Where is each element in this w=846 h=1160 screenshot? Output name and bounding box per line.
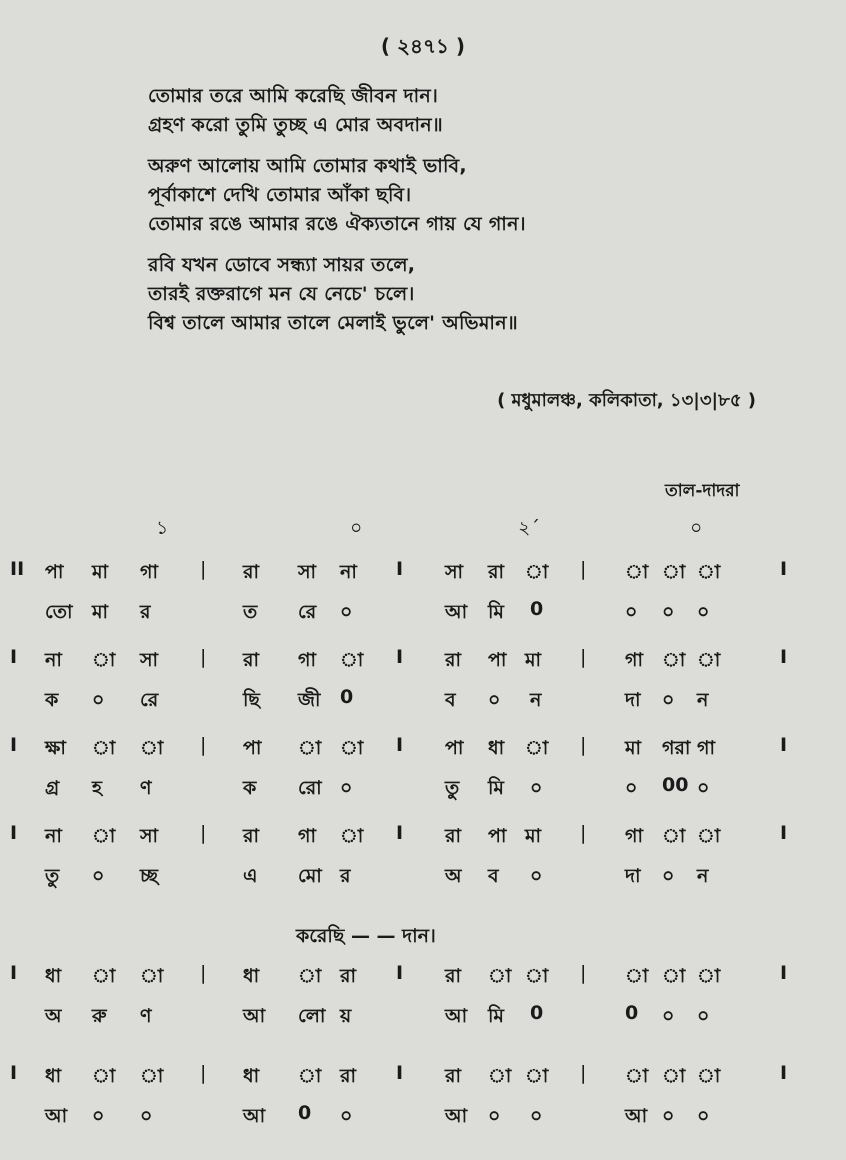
- citation: ( মধুমালঞ্চ, কলিকাতা, ১৩|৩|৮৫ ): [497, 390, 756, 411]
- lyric-syllable: আ: [445, 1105, 468, 1127]
- lyric-syllable: মি: [488, 601, 504, 623]
- bar-divider: |: [200, 962, 207, 984]
- lyric-syllable: 0: [298, 1102, 312, 1124]
- swara-note: মা: [92, 561, 109, 583]
- swara-note: া: [140, 737, 164, 759]
- swara-note: া: [488, 965, 512, 987]
- lyric-syllable: ন: [697, 865, 709, 887]
- bar-divider: I: [780, 734, 788, 756]
- lyric-syllable: তু: [445, 777, 460, 799]
- lyric-syllable: ০: [340, 777, 353, 799]
- swara-note: া: [92, 1065, 116, 1087]
- lyric-syllable: ০: [340, 1105, 353, 1127]
- lyric-syllable: ক: [45, 689, 59, 711]
- bar-divider: |: [200, 734, 207, 756]
- swara-note: া: [697, 649, 721, 671]
- lyric-syllable: ০: [92, 689, 105, 711]
- bar-divider: I: [780, 962, 788, 984]
- swara-note: না: [45, 649, 62, 671]
- bar-divider: |: [200, 1062, 207, 1084]
- swara-note: গা: [140, 561, 158, 583]
- lyric-syllable: ০: [625, 777, 638, 799]
- lyric-syllable: রু: [92, 1005, 107, 1027]
- stanza-3: [148, 251, 788, 338]
- lyric-syllable: ০: [488, 1105, 501, 1127]
- bar-divider: |: [200, 646, 207, 668]
- bar-divider: I: [780, 646, 788, 668]
- lyric-syllable: ০: [625, 601, 638, 623]
- refrain-line: করেছি — — দান।: [296, 925, 436, 947]
- bar-divider: |: [580, 1062, 587, 1084]
- bar-divider: |: [200, 822, 207, 844]
- lyric-syllable: মি: [488, 1005, 504, 1027]
- poem: [148, 82, 788, 350]
- swara-note: া: [625, 561, 649, 583]
- lyric-syllable: ণ: [140, 1005, 152, 1027]
- lyric-syllable: 0: [340, 686, 354, 708]
- swara-note: া: [140, 965, 164, 987]
- lyric-syllable: আ: [45, 1105, 68, 1127]
- stanza-1: [148, 82, 788, 140]
- bar-divider: I: [396, 962, 404, 984]
- swara-note: া: [697, 1065, 721, 1087]
- lyric-syllable: ০: [697, 777, 710, 799]
- swara-note: া: [662, 561, 686, 583]
- swara-note: া: [697, 825, 721, 847]
- lyric-syllable: তো: [45, 601, 73, 623]
- poem-line: তোমার রঙে আমার রঙে ঐক্যতানে গায় যে গান।: [148, 213, 526, 235]
- swara-note: া: [340, 825, 364, 847]
- lyric-syllable: ০: [530, 777, 543, 799]
- swara-note: া: [625, 965, 649, 987]
- lyric-syllable: য়: [340, 1005, 352, 1027]
- swara-note: গা: [697, 737, 715, 759]
- bar-divider: |: [580, 646, 587, 668]
- beat-marker: ১: [156, 517, 169, 539]
- lyric-syllable: ০: [697, 1005, 710, 1027]
- lyric-syllable: 0: [530, 598, 544, 620]
- bar-divider: I: [780, 558, 788, 580]
- swara-note: গা: [625, 825, 643, 847]
- lyric-syllable: ০: [662, 865, 675, 887]
- swara-note: ক্ষা: [45, 737, 66, 759]
- swara-note: া: [625, 1065, 649, 1087]
- poem-line: তারই রক্তরাগে মন যে নেচে' চলে।: [148, 283, 415, 305]
- swara-note: রা: [445, 649, 461, 671]
- swara-note: রা: [445, 825, 461, 847]
- lyric-syllable: ত: [243, 601, 258, 623]
- bar-divider: |: [580, 734, 587, 756]
- bar-divider: I: [10, 1062, 18, 1084]
- swara-note: রা: [243, 561, 259, 583]
- swara-note: সা: [140, 649, 159, 671]
- lyric-syllable: অ: [45, 1005, 62, 1027]
- bar-divider: I: [10, 822, 18, 844]
- swara-note: া: [298, 737, 322, 759]
- swara-note: া: [662, 1065, 686, 1087]
- swara-note: গরা: [662, 737, 691, 759]
- lyric-syllable: 0: [625, 1002, 639, 1024]
- lyric-syllable: এ: [243, 865, 258, 887]
- lyric-syllable: অ: [445, 865, 462, 887]
- swara-note: পা: [488, 825, 507, 847]
- lyric-syllable: ০: [662, 1005, 675, 1027]
- lyric-syllable: ০: [530, 865, 543, 887]
- swara-note: া: [525, 965, 549, 987]
- lyric-syllable: তু: [45, 865, 60, 887]
- lyric-syllable: দা: [625, 865, 641, 887]
- bar-divider: I: [10, 734, 18, 756]
- bar-divider: I: [396, 646, 404, 668]
- bar-divider: I: [10, 646, 18, 668]
- lyric-syllable: লো: [298, 1005, 326, 1027]
- swara-note: ধা: [45, 965, 62, 987]
- swara-note: রা: [340, 1065, 356, 1087]
- beat-marker: ০: [350, 517, 363, 539]
- swara-note: রা: [340, 965, 356, 987]
- lyric-syllable: ন: [697, 689, 709, 711]
- swara-note: া: [697, 965, 721, 987]
- swara-note: না: [340, 561, 357, 583]
- lyric-syllable: আ: [625, 1105, 648, 1127]
- bar-divider: I: [396, 822, 404, 844]
- swara-note: ধা: [488, 737, 505, 759]
- taal-label: তাল-দাদরা: [665, 481, 740, 501]
- swara-note: ধা: [45, 1065, 62, 1087]
- lyric-syllable: ০: [530, 1105, 543, 1127]
- lyric-syllable: র: [140, 601, 151, 623]
- lyric-syllable: র: [340, 865, 351, 887]
- lyric-syllable: ০: [140, 1105, 153, 1127]
- beat-marker: ২´: [518, 517, 540, 539]
- swara-note: া: [662, 649, 686, 671]
- lyric-syllable: ০: [92, 865, 105, 887]
- lyric-syllable: রে: [298, 601, 317, 623]
- swara-note: রা: [243, 649, 259, 671]
- swara-note: গা: [625, 649, 643, 671]
- swara-note: ধা: [243, 1065, 260, 1087]
- bar-divider: I: [780, 822, 788, 844]
- lyric-syllable: ০: [697, 601, 710, 623]
- swara-note: া: [92, 825, 116, 847]
- lyric-syllable: দা: [625, 689, 641, 711]
- swara-note: া: [525, 1065, 549, 1087]
- lyric-syllable: চ্ছ: [140, 865, 158, 887]
- swara-note: া: [92, 965, 116, 987]
- lyric-syllable: গ্র: [45, 777, 60, 799]
- lyric-syllable: আ: [243, 1005, 266, 1027]
- swara-note: া: [298, 965, 322, 987]
- poem-line: রবি যখন ডোবে সন্ধ্যা সায়র তলে,: [148, 254, 416, 276]
- swara-note: গা: [298, 649, 316, 671]
- swara-note: া: [140, 1065, 164, 1087]
- poem-line: গ্রহণ করো তুমি তুচ্ছ এ মোর অবদান॥: [148, 114, 443, 136]
- swara-note: রা: [445, 965, 461, 987]
- lyric-syllable: ক: [243, 777, 257, 799]
- bar-divider: II: [10, 558, 25, 580]
- swara-note: সা: [445, 561, 464, 583]
- lyric-syllable: আ: [445, 1005, 468, 1027]
- swara-note: সা: [140, 825, 159, 847]
- swara-note: ধা: [243, 965, 260, 987]
- bar-divider: |: [580, 558, 587, 580]
- lyric-syllable: ০: [697, 1105, 710, 1127]
- bar-divider: I: [396, 558, 404, 580]
- lyric-syllable: ০: [340, 601, 353, 623]
- swara-note: না: [45, 825, 62, 847]
- swara-note: া: [697, 561, 721, 583]
- lyric-syllable: জী: [298, 689, 321, 711]
- swara-note: মা: [525, 649, 542, 671]
- bar-divider: I: [780, 1062, 788, 1084]
- lyric-syllable: মি: [488, 777, 504, 799]
- swara-note: পা: [488, 649, 507, 671]
- poem-line: বিশ্ব তালে আমার তালে মেলাই ভুলে' অভিমান॥: [148, 312, 518, 334]
- swara-note: া: [662, 825, 686, 847]
- bar-divider: |: [200, 558, 207, 580]
- swara-note: া: [340, 737, 364, 759]
- swara-note: পা: [45, 561, 64, 583]
- lyric-syllable: ০: [92, 1105, 105, 1127]
- bar-divider: I: [396, 1062, 404, 1084]
- lyric-syllable: ব: [488, 865, 499, 887]
- lyric-syllable: আ: [243, 1105, 266, 1127]
- lyric-syllable: ছি: [243, 689, 260, 711]
- swara-note: া: [92, 649, 116, 671]
- bar-divider: |: [580, 962, 587, 984]
- poem-line: অরুণ আলোয় আমি তোমার কথাই ভাবি,: [148, 155, 467, 177]
- lyric-syllable: 00: [662, 774, 689, 796]
- swara-note: গা: [298, 825, 316, 847]
- swara-note: মা: [525, 825, 542, 847]
- lyric-syllable: ব: [445, 689, 456, 711]
- swara-note: া: [525, 737, 549, 759]
- poem-line: পূর্বাকাশে দেখি তোমার আঁকা ছবি।: [148, 184, 412, 206]
- swara-note: পা: [445, 737, 464, 759]
- swara-note: া: [298, 1065, 322, 1087]
- swara-note: রা: [243, 825, 259, 847]
- lyric-syllable: ণ: [140, 777, 152, 799]
- lyric-syllable: ০: [662, 689, 675, 711]
- lyric-syllable: মো: [298, 865, 322, 887]
- page-number: ( ২৪৭১ ): [380, 34, 466, 58]
- swara-note: া: [525, 561, 549, 583]
- lyric-syllable: ০: [488, 689, 501, 711]
- swara-note: রা: [445, 1065, 461, 1087]
- beat-marker: ০: [690, 517, 703, 539]
- bar-divider: I: [396, 734, 404, 756]
- swara-note: া: [488, 1065, 512, 1087]
- lyric-syllable: ন: [530, 689, 542, 711]
- lyric-syllable: আ: [445, 601, 468, 623]
- lyric-syllable: 0: [530, 1002, 544, 1024]
- swara-note: া: [340, 649, 364, 671]
- lyric-syllable: ০: [662, 1105, 675, 1127]
- lyric-syllable: হ: [92, 777, 102, 799]
- bar-divider: |: [580, 822, 587, 844]
- stanza-2: [148, 152, 788, 239]
- lyric-syllable: ০: [662, 601, 675, 623]
- swara-note: া: [662, 965, 686, 987]
- lyric-syllable: রে: [140, 689, 159, 711]
- swara-note: মা: [625, 737, 642, 759]
- swara-note: া: [92, 737, 116, 759]
- poem-line: তোমার তরে আমি করেছি জীবন দান।: [148, 85, 439, 107]
- swara-note: পা: [243, 737, 262, 759]
- lyric-syllable: রো: [298, 777, 322, 799]
- bar-divider: I: [10, 962, 18, 984]
- lyric-syllable: মা: [92, 601, 109, 623]
- swara-note: রা: [488, 561, 504, 583]
- swara-note: সা: [298, 561, 317, 583]
